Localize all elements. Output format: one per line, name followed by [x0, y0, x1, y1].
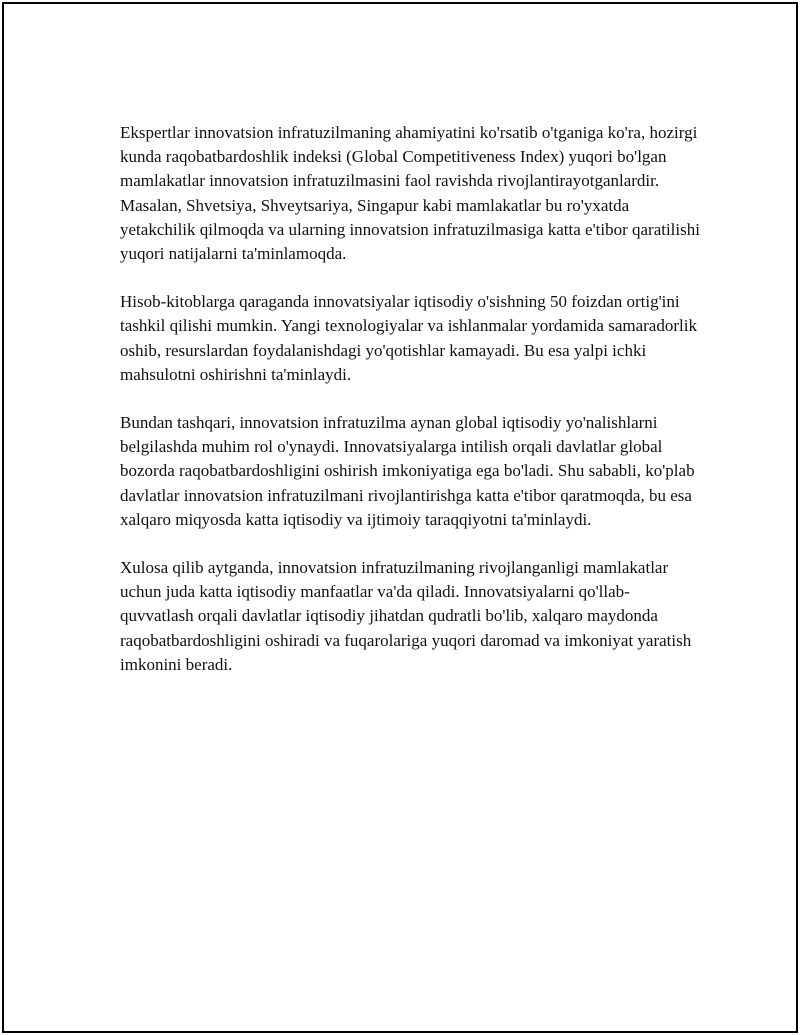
paragraph-3: Bundan tashqari, innovatsion infratuzilma aynan global iqtisodiy yo'nalishlarni belgilashda muhim rol o'ynaydi. Innovatsiyalarga intilish orqali davlatlar global bozorda raqobatbardoshligini oshirish imkoniyatiga ega bo'ladi. Shu sababli, ko'plab davlatlar innovatsion infratuzilmani rivojlantirishga katta e'tibor qaratmoqda, bu esa xalqaro miqyosda katta iqtisodiy va ijtimoiy taraqqiyotni ta'minlaydi.: [120, 413, 695, 529]
paragraph-4: Xulosa qilib aytganda, innovatsion infratuzilmaning rivojlanganligi mamlakatlar uchun juda katta iqtisodiy manfaatlar va'da qiladi. Innovatsiyalarni qo'llab-quvvatlash orqali davlatlar iqtisodiy jihatdan qudratli bo'lib, xalqaro maydonda raqobatbardoshligini oshiradi va fuqarolariga yuqori daromad va imkoniyat yaratish imkonini beradi.: [120, 558, 692, 674]
document-page: [2, 2, 798, 1033]
document-body: [120, 121, 700, 701]
paragraph-1: Ekspertlar innovatsion infratuzilmaning ahamiyatini ko'rsatib o'tganiga ko'ra, hozirgi kunda raqobatbardoshlik indeksi (Global Competitiveness Index) yuqori bo'lgan mamlakatlar innovatsion infratuzilmasini faol ravishda rivojlantirayotganlardir. Masalan, Shvetsiya, Shveytsariya, Singapur kabi mamlakatlar bu ro'yxatda yetakchilik qilmoqda va ularning innovatsion infratuzilmasiga katta e'tibor qaratilishi yuqori natijalarni ta'minlamoqda.: [120, 123, 700, 264]
paragraph-2: Hisob-kitoblarga qaraganda innovatsiyalar iqtisodiy o'sishning 50 foizdan ortig'ini tashkil qilishi mumkin. Yangi texnologiyalar va ishlanmalar yordamida samaradorlik oshib, resurslardan foydalanishdagi yo'qotishlar kamayadi. Bu esa yalpi ichki mahsulotni oshirishni ta'minlaydi.: [120, 292, 697, 384]
